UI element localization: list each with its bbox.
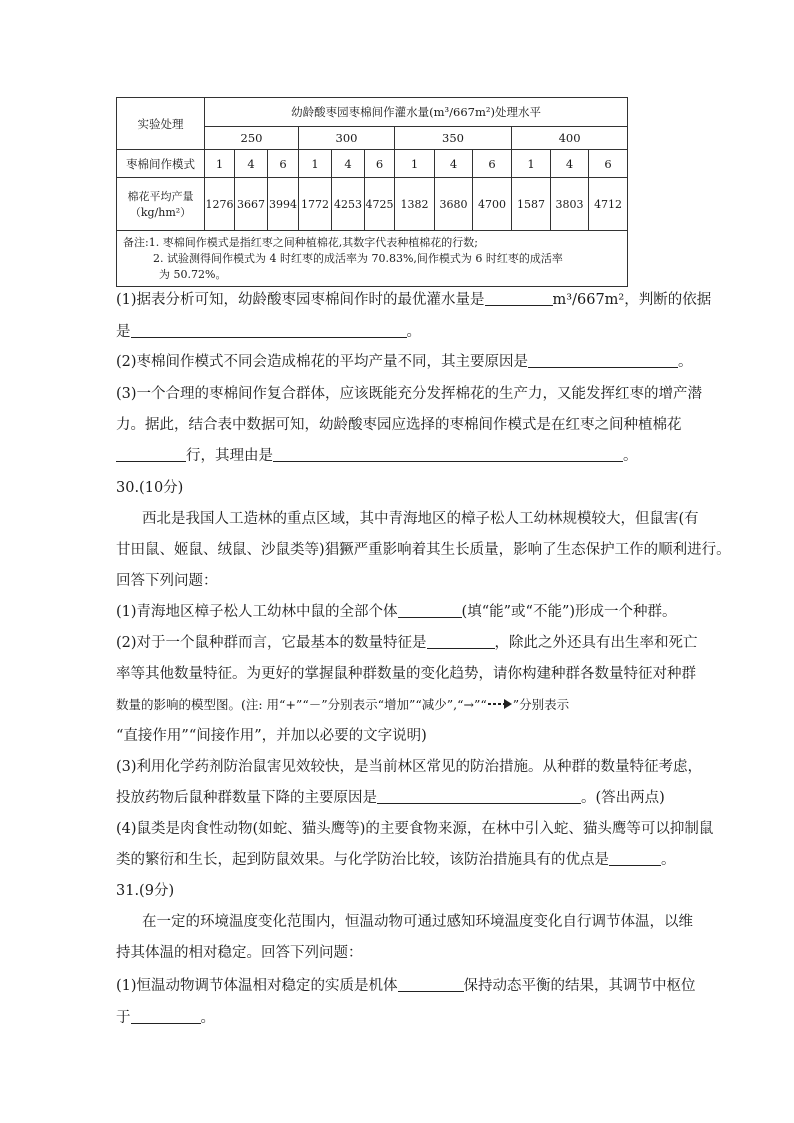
experiment-table [116, 97, 628, 287]
mode-cell: 1 [512, 150, 551, 178]
mode-cell: 6 [268, 150, 299, 178]
mode-cell: 4 [235, 150, 268, 178]
answer-blank[interactable] [273, 446, 623, 462]
answer-blank[interactable] [377, 788, 581, 804]
answer-blank[interactable] [131, 1008, 201, 1024]
q30-p2-text-b: ，除此之外还具有出生率和死亡 [494, 635, 698, 651]
level-cell: 250 [205, 127, 299, 150]
q31-p1-text-b: 保持动态平衡的结果，其调节中枢位 [463, 978, 696, 994]
q30-part2-line2: 率等其他数量特征。为更好的掌握鼠种群数量的变化趋势，请你构建种群各数量特征对种群 [116, 666, 696, 682]
q31-p1-text-c: 于 [116, 1010, 131, 1026]
q29-p2-text: (2)枣棉间作模式不同会造成棉花的平均产量不同，其主要原因是 [116, 354, 529, 370]
q29-part1-line1 [116, 290, 711, 310]
q30-part2-line4: “直接作用”“间接作用”，并加以必要的文字说明) [116, 728, 427, 744]
q30-p1-text: (1)青海地区樟子松人工幼林中鼠的全部个体 [116, 604, 398, 620]
q29-p1-text-b: m³/667m²，判断的依据 [552, 292, 712, 308]
q29-part3-line3 [116, 446, 638, 466]
answer-blank[interactable] [398, 602, 462, 618]
q29-p1-text-d: 。 [406, 324, 421, 340]
q30-p2-text: (2)对于一个鼠种群而言，它最基本的数量特征是 [116, 635, 427, 651]
yield-label-line2: （kg/hm²） [129, 206, 192, 219]
yield-cell: 1587 [512, 178, 551, 231]
answer-blank[interactable] [485, 290, 553, 306]
q30-p2-text-d: 数量的影响的模型图。(注: 用“+”“－”分别表示“增加”“减少”,“→”“ [116, 697, 487, 712]
yield-cell: 1276 [205, 178, 235, 231]
q30-p3-text-c: 。(答出两点) [581, 790, 665, 806]
yield-cell: 3680 [435, 178, 473, 231]
q31-intro-line2: 持其体温的相对稳定。回答下列问题： [116, 945, 363, 961]
q29-part2 [116, 352, 693, 372]
q31-p1-text: (1)恒温动物调节体温相对稳定的实质是机体 [116, 978, 398, 994]
dotted-arrow-icon [487, 698, 513, 710]
q30-p4-text-b: 类的繁衍和生长，起到防鼠效果。与化学防治比较，该防治措施具有的优点是 [116, 852, 609, 868]
yield-cell: 4725 [365, 178, 395, 231]
note-line-3: 为 50.72%。 [159, 268, 227, 281]
q29-p3-text-d: 。 [623, 448, 638, 464]
yield-cell: 3994 [268, 178, 299, 231]
q30-part4-line2 [116, 850, 676, 870]
yield-cell: 1772 [299, 178, 332, 231]
q30-part1 [116, 602, 677, 622]
level-cell: 400 [512, 127, 628, 150]
yield-label [117, 178, 205, 231]
q29-part3-line2: 力。据此，结合表中数据可知，幼龄酸枣园应选择的枣棉间作模式是在红枣之间种植棉花 [116, 417, 682, 433]
yield-cell: 1382 [395, 178, 435, 231]
mode-cell: 1 [205, 150, 235, 178]
header-treatment: 实验处理 [117, 98, 205, 150]
mode-cell: 4 [332, 150, 365, 178]
q31-p1-text-d: 。 [200, 1010, 215, 1026]
mode-cell: 6 [365, 150, 395, 178]
q31-title: 31.(9分) [116, 883, 175, 899]
q30-p1-text-b: (填“能”或“不能”)形成一个种群。 [461, 604, 677, 620]
yield-cell: 4253 [332, 178, 365, 231]
answer-blank[interactable] [427, 633, 495, 649]
q31-intro-line1: 在一定的环境温度变化范围内，恒温动物可通过感知环境温度变化自行调节体温，以维 [142, 914, 693, 930]
q29-part1-line2 [116, 322, 421, 342]
level-cell: 350 [395, 127, 512, 150]
q29-p1-text-c: 是 [116, 324, 131, 340]
answer-blank[interactable] [609, 850, 661, 866]
q30-part3-line1: (3)利用化学药剂防治鼠害见效较快，是当前林区常见的防治措施。从种群的数量特征考虑， [116, 759, 703, 775]
answer-blank[interactable] [116, 446, 186, 462]
yield-cell: 4712 [589, 178, 628, 231]
mode-cell: 1 [395, 150, 435, 178]
note-line-2: 2. 试验测得间作模式为 4 时红枣的成活率为 70.83%,间作模式为 6 时红枣的成活率 [153, 252, 563, 265]
yield-label-line1: 棉花平均产量 [127, 190, 194, 203]
level-cell: 300 [299, 127, 395, 150]
table-note [117, 231, 628, 287]
q31-part1-line1 [116, 976, 696, 996]
q30-part2-line1 [116, 633, 698, 653]
q29-part3-line1: (3)一个合理的枣棉间作复合群体，应该既能充分发挥棉花的生产力，又能发挥红枣的增产潜 [116, 386, 703, 402]
yield-cell: 3803 [551, 178, 589, 231]
mode-cell: 4 [551, 150, 589, 178]
q29-p1-text: (1)据表分析可知，幼龄酸枣园枣棉间作时的最优灌水量是 [116, 292, 485, 308]
note-line-1: 备注:1. 枣棉间作模式是指红枣之间种植棉花,其数字代表种植棉花的行数; [123, 236, 478, 249]
q30-part4-line1: (4)鼠类是肉食性动物(如蛇、猫头鹰等)的主要食物来源，在林中引入蛇、猫头鹰等可以抑制鼠 [116, 821, 714, 837]
answer-blank[interactable] [131, 322, 407, 338]
q30-part2-line3 [116, 695, 569, 715]
yield-cell: 4700 [473, 178, 512, 231]
yield-cell: 3667 [235, 178, 268, 231]
mode-cell: 1 [299, 150, 332, 178]
q30-intro-line3: 回答下列问题： [116, 573, 218, 589]
answer-blank[interactable] [528, 352, 678, 368]
mode-label: 枣棉间作模式 [117, 150, 205, 178]
q30-title: 30.(10分) [116, 480, 184, 496]
q31-part1-line2 [116, 1008, 215, 1028]
header-irrigation-group: 幼龄酸枣园枣棉间作灌水量(m³/667m²)处理水平 [205, 98, 628, 127]
q30-p2-text-e: ”分别表示 [512, 697, 570, 712]
q29-p3-text-c: 行，其理由是 [186, 448, 273, 464]
answer-blank[interactable] [398, 976, 464, 992]
mode-cell: 6 [473, 150, 512, 178]
q30-part3-line2 [116, 788, 665, 808]
q29-p2-text-b: 。 [678, 354, 693, 370]
q30-p3-text-b: 投放药物后鼠种群数量下降的主要原因是 [116, 790, 377, 806]
mode-cell: 4 [435, 150, 473, 178]
q30-intro-line2: 甘田鼠、姬鼠、绒鼠、沙鼠类等)猖獗严重影响着其生长质量，影响了生态保护工作的顺利进行。 [116, 542, 731, 558]
q30-p4-text-c: 。 [661, 852, 676, 868]
q30-intro-line1: 西北是我国人工造林的重点区域，其中青海地区的樟子松人工幼林规模较大，但鼠害(有 [142, 511, 699, 527]
mode-cell: 6 [589, 150, 628, 178]
